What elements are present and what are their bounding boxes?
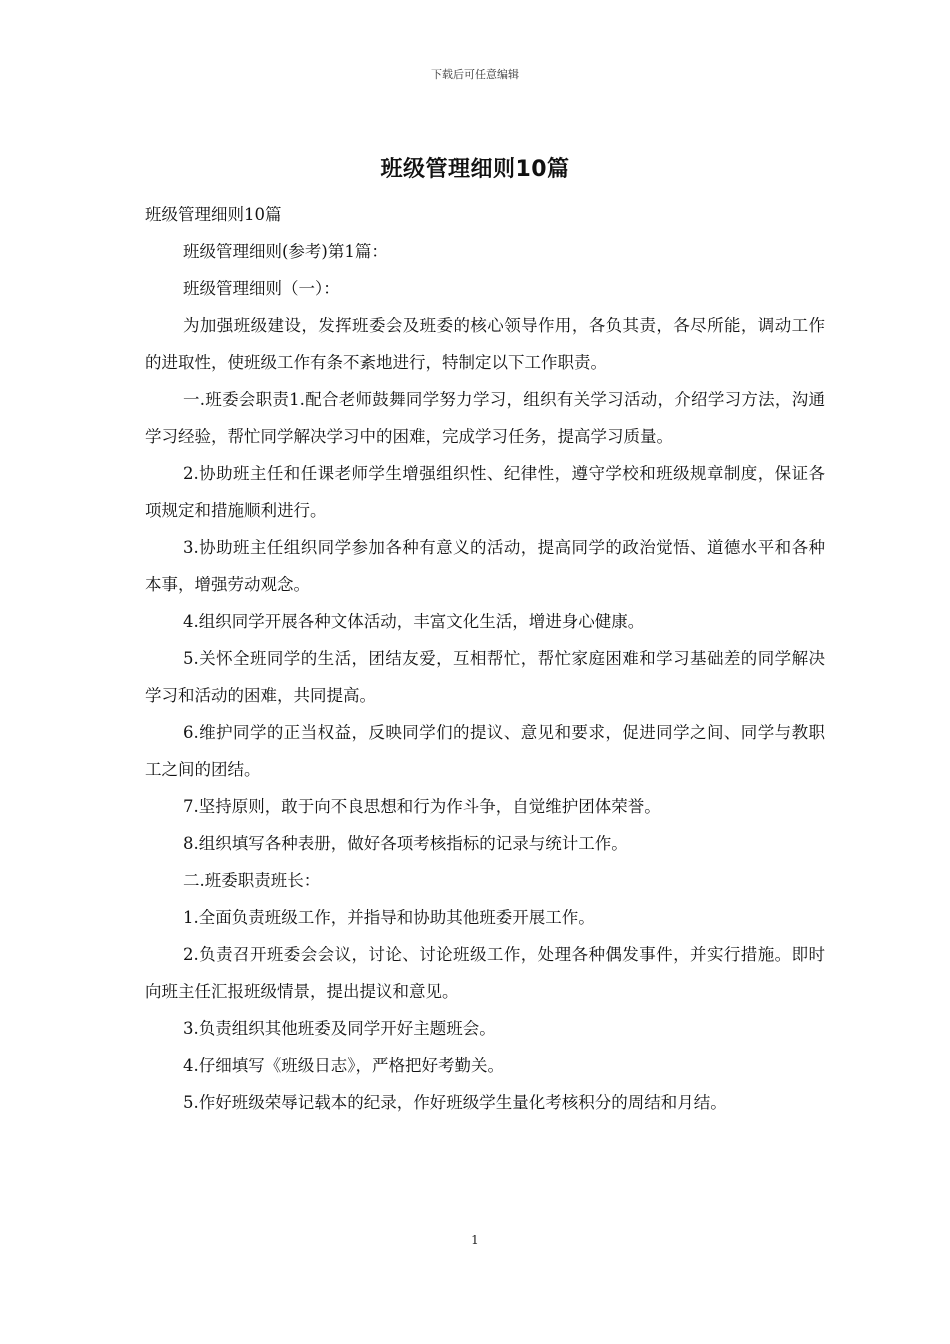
paragraph: 4.仔细填写《班级日志》，严格把好考勤关。 [183, 1056, 504, 1075]
paragraph: 1.全面负责班级工作，并指导和协助其他班委开展工作。 [183, 908, 595, 927]
paragraph: 6.维护同学的正当权益，反映同学们的提议、意见和要求，促进同学之间、同学与教职工之间的团结。 [145, 723, 825, 779]
header-note: 下载后可任意编辑 [431, 68, 519, 81]
paragraph: 2.协助班主任和任课老师学生增强组织性、纪律性，遵守学校和班级规章制度，保证各项规定和措施顺利进行。 [145, 464, 825, 520]
document-body [145, 196, 825, 1121]
document-title: 班级管理细则10篇 [380, 157, 570, 182]
paragraph: 一.班委会职责1.配合老师鼓舞同学努力学习，组织有关学习活动，介绍学习方法，沟通学习经验，帮忙同学解决学习中的困难，完成学习任务，提高学习质量。 [145, 390, 825, 446]
paragraph: 8.组织填写各种表册，做好各项考核指标的记录与统计工作。 [183, 834, 628, 853]
paragraph: 4.组织同学开展各种文体活动，丰富文化生活，增进身心健康。 [183, 612, 645, 631]
paragraph: 为加强班级建设，发挥班委会及班委的核心领导作用，各负其责，各尽所能，调动工作的进取性，使班级工作有条不紊地进行，特制定以下工作职责。 [145, 316, 825, 372]
paragraph: 3.负责组织其他班委及同学开好主题班会。 [183, 1019, 496, 1038]
paragraph: 2.负责召开班委会会议，讨论、讨论班级工作，处理各种偶发事件，并实行措施。即时向班主任汇报班级情景，提出提议和意见。 [145, 945, 825, 1001]
paragraph: 7.坚持原则，敢于向不良思想和行为作斗争，自觉维护团体荣誉。 [183, 797, 661, 816]
paragraph: 5.作好班级荣辱记载本的纪录，作好班级学生量化考核积分的周结和月结。 [183, 1093, 727, 1112]
paragraph: 二.班委职责班长： [183, 871, 321, 890]
paragraph: 班级管理细则（一）： [183, 279, 340, 298]
paragraph: 班级管理细则10篇 [145, 205, 282, 224]
page-number: 1 [471, 1233, 479, 1247]
paragraph: 3.协助班主任组织同学参加各种有意义的活动，提高同学的政治觉悟、道德水平和各种本事，增强劳动观念。 [145, 538, 825, 594]
paragraph: 班级管理细则(参考)第1篇： [183, 242, 388, 261]
paragraph: 5.关怀全班同学的生活，团结友爱，互相帮忙，帮忙家庭困难和学习基础差的同学解决学习和活动的困难，共同提高。 [145, 649, 825, 705]
